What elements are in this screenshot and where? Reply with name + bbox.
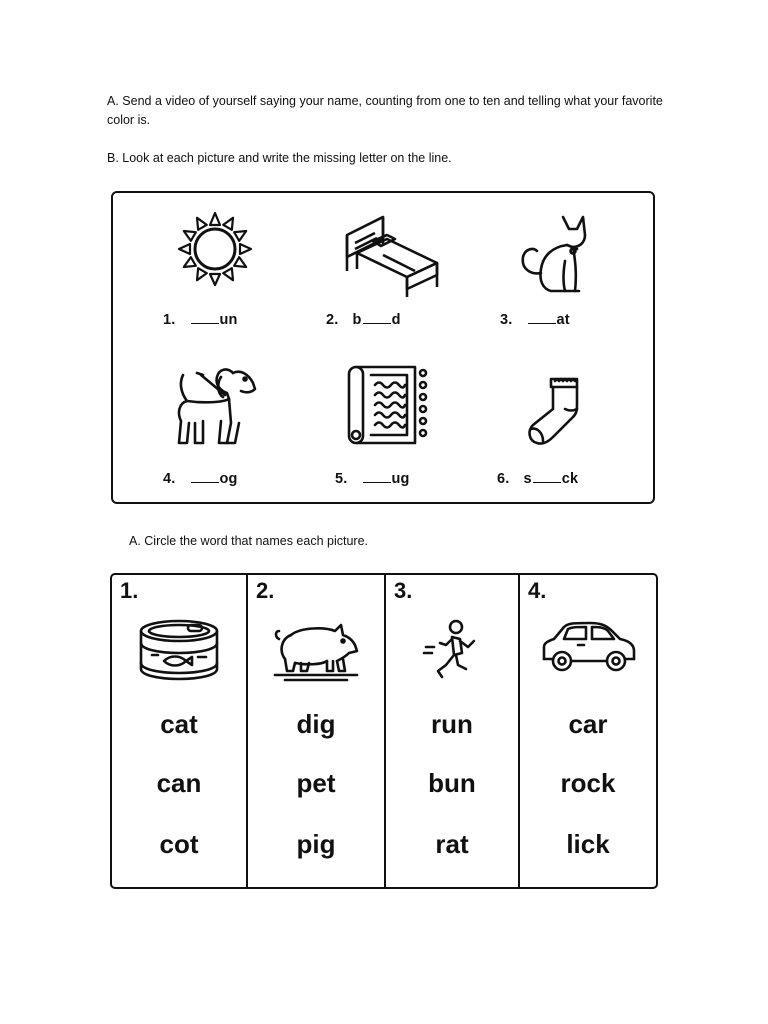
column-number: 4. bbox=[528, 578, 547, 603]
item-2: 2. b d bbox=[326, 312, 401, 328]
dog-icon bbox=[171, 363, 261, 447]
item-1: 1. un bbox=[163, 312, 238, 328]
rug-icon bbox=[345, 363, 429, 447]
answer-blank[interactable] bbox=[191, 311, 219, 324]
word-option[interactable]: car bbox=[568, 709, 608, 739]
word-option[interactable]: can bbox=[156, 768, 202, 798]
word-option[interactable]: cot bbox=[159, 829, 199, 859]
sun-icon bbox=[177, 211, 253, 287]
word-option[interactable]: pig bbox=[296, 829, 336, 859]
column-4 bbox=[520, 575, 656, 887]
cat-icon bbox=[513, 211, 593, 295]
answer-blank[interactable] bbox=[528, 311, 556, 324]
word-option[interactable]: pet bbox=[296, 768, 336, 798]
answer-blank[interactable] bbox=[363, 470, 391, 483]
word-option[interactable]: dig bbox=[296, 709, 336, 739]
word-option[interactable]: cat bbox=[160, 709, 198, 739]
column-number: 1. bbox=[120, 578, 139, 603]
instruction-circle: A. Circle the word that names each picture. bbox=[129, 534, 369, 548]
word-option[interactable]: rock bbox=[560, 768, 616, 798]
instruction-a: A. Send a video of yourself saying your name, counting from one to ten and telling what your favorite color is. bbox=[107, 94, 663, 127]
item-3: 3. at bbox=[500, 312, 570, 328]
answer-blank[interactable] bbox=[191, 470, 219, 483]
item-6: 6. s ck bbox=[497, 471, 579, 487]
bed-icon bbox=[343, 213, 441, 299]
running-boy-icon bbox=[386, 617, 518, 683]
circle-word-box bbox=[110, 573, 658, 889]
can-icon bbox=[112, 617, 246, 683]
column-3 bbox=[386, 575, 520, 887]
answer-blank[interactable] bbox=[533, 470, 561, 483]
answer-blank[interactable] bbox=[363, 311, 391, 324]
column-number: 2. bbox=[256, 578, 275, 603]
instruction-b: B. Look at each picture and write the missing letter on the line. bbox=[107, 151, 452, 165]
column-2 bbox=[248, 575, 386, 887]
pig-icon bbox=[248, 617, 384, 683]
column-1 bbox=[112, 575, 248, 887]
word-option[interactable]: run bbox=[431, 709, 473, 739]
car-icon bbox=[520, 617, 656, 677]
word-option[interactable]: bun bbox=[428, 768, 476, 798]
item-4: 4. og bbox=[163, 471, 238, 487]
word-option[interactable]: rat bbox=[435, 829, 469, 859]
sock-icon bbox=[525, 375, 583, 447]
missing-letter-box bbox=[111, 191, 655, 504]
word-option[interactable]: lick bbox=[566, 829, 610, 859]
column-number: 3. bbox=[394, 578, 413, 603]
item-5: 5. ug bbox=[335, 471, 410, 487]
